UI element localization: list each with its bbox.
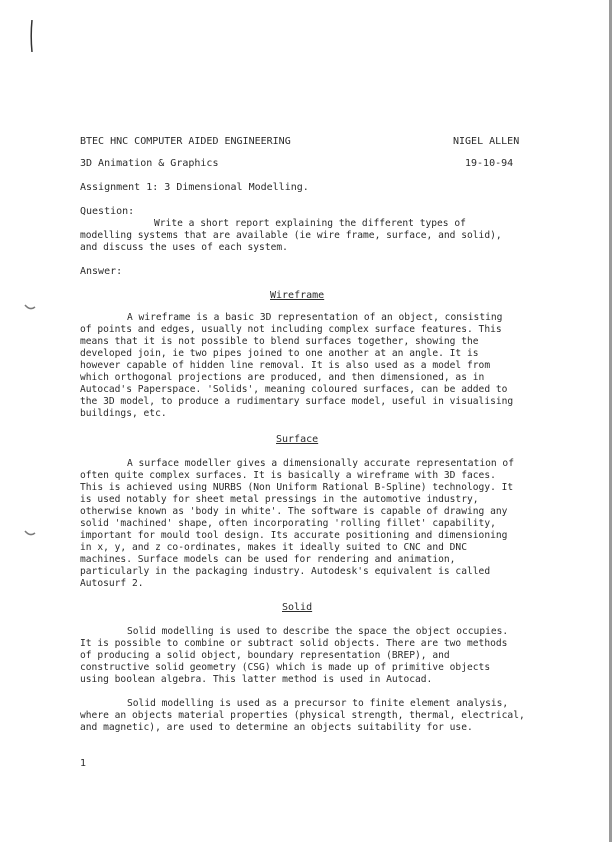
paragraph-line: important for mould tool design. Its accurate positioning and dimensioning — [80, 530, 508, 541]
paragraph-line: Solid modelling is used to describe the space the object occupies. — [127, 626, 509, 637]
paragraph-line: in x, y, and z co-ordinates, makes it ideally suited to CNC and DNC — [80, 542, 467, 553]
section-heading-surface: Surface — [276, 434, 319, 445]
paragraph-line: means that it is not possible to blend surfaces together, showing the — [80, 336, 479, 347]
paragraph-line: A surface modeller gives a dimensionally accurate representation of — [127, 458, 514, 469]
paragraph-line: the 3D model, to produce a rudimentary surface model, useful in visualising — [80, 396, 514, 407]
paragraph-line: Autocad's Paperspace. 'Solids', meaning coloured surfaces, can be added to — [80, 384, 508, 395]
module-title: 3D Animation & Graphics — [80, 158, 219, 169]
question-line: and discuss the uses of each system. — [80, 242, 288, 253]
paragraph-line: solid 'machined' shape, often incorporating 'rolling fillet' capability, — [80, 518, 496, 529]
section-heading-wireframe: Wireframe — [270, 290, 325, 301]
paragraph-line: of points and edges, usually not including complex surface features. This — [80, 324, 502, 335]
paragraph-line: buildings, etc. — [80, 408, 167, 419]
punch-hole-mark — [24, 304, 36, 310]
paragraph-line: Autosurf 2. — [80, 578, 144, 589]
punch-hole-mark — [24, 530, 36, 536]
question-line: modelling systems that are available (ie wire frame, surface, and solid), — [80, 230, 502, 241]
paragraph-line: where an objects material properties (physical strength, thermal, electrical, — [80, 710, 525, 721]
paragraph-line: constructive solid geometry (CSG) which is made up of primitive objects — [80, 662, 491, 673]
paragraph-line: It is possible to combine or subtract solid objects. There are two methods — [80, 638, 508, 649]
course-title: BTEC HNC COMPUTER AIDED ENGINEERING — [80, 136, 291, 147]
paragraph-line: machines. Surface models can be used for rendering and animation, — [80, 554, 456, 565]
question-line: Write a short report explaining the different types of — [154, 218, 466, 229]
paragraph-line: particularly in the packaging industry. Autodesk's equivalent is called — [80, 566, 491, 577]
paragraph-line: and magnetic), are used to determine an objects suitability for use. — [80, 722, 473, 733]
document-date: 19-10-94 — [465, 158, 514, 169]
answer-label: Answer: — [80, 266, 123, 277]
paragraph-line: using boolean algebra. This latter method is used in Autocad. — [80, 674, 433, 685]
binding-mark — [30, 20, 34, 52]
assignment-title: Assignment 1: 3 Dimensional Modelling. — [80, 182, 309, 193]
paragraph-line: Solid modelling is used as a precursor to finite element analysis, — [127, 698, 509, 709]
paragraph-line: developed join, ie two pipes joined to one another at an angle. It is — [80, 348, 479, 359]
paragraph-line: which orthogonal projections are produced, and then dimensioned, as in — [80, 372, 485, 383]
paragraph-line: otherwise known as 'body in white'. The software is capable of drawing any — [80, 506, 508, 517]
paragraph-line: often quite complex surfaces. It is basically a wireframe with 3D faces. — [80, 470, 496, 481]
paragraph-line: This is achieved using NURBS (Non Uniform Rational B-Spline) technology. It — [80, 482, 514, 493]
author-name: NIGEL ALLEN — [453, 136, 520, 147]
paragraph-line: is used notably for sheet metal pressings in the automotive industry, — [80, 494, 479, 505]
section-heading-solid: Solid — [282, 602, 313, 613]
paragraph-line: A wireframe is a basic 3D representation of an object, consisting — [127, 312, 503, 323]
paragraph-line: however capable of hidden line removal. It is also used as a model from — [80, 360, 491, 371]
question-label: Question: — [80, 206, 135, 217]
paragraph-line: of producing a solid object, boundary representation (BREP), and — [80, 650, 450, 661]
page-number: 1 — [80, 758, 87, 769]
